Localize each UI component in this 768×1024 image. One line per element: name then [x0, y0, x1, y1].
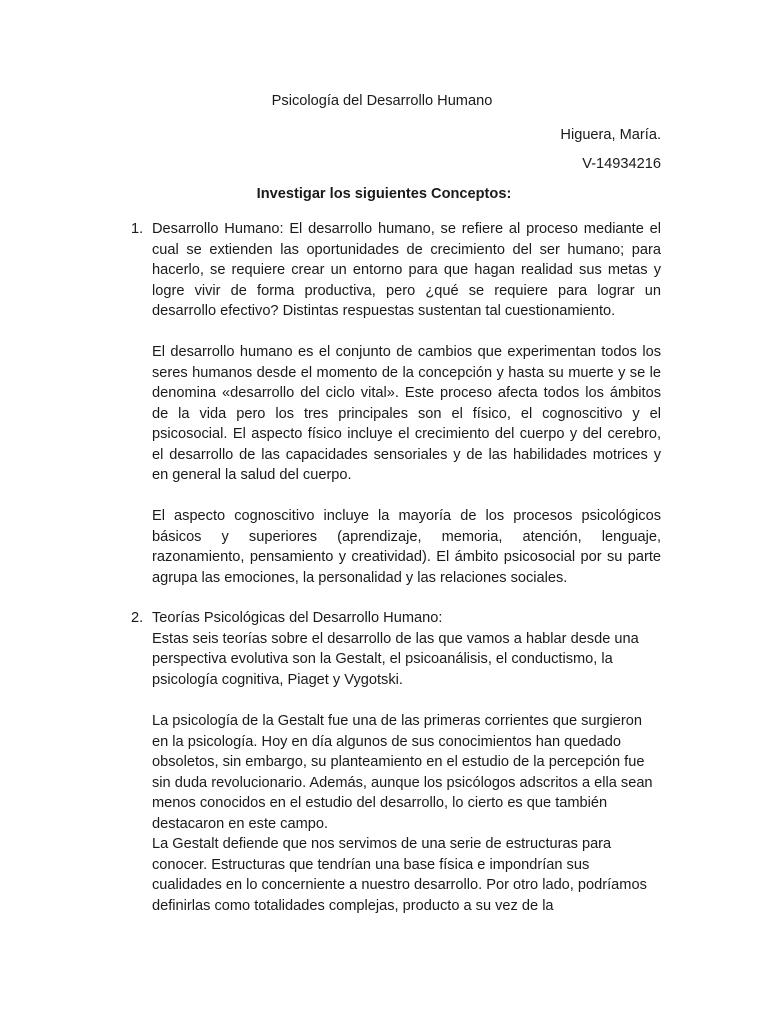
paragraph: La Gestalt defiende que nos servimos de una serie de estructuras para conocer. Estructuras que tendrían una base física e impondrían sus cualidades en lo concerniente a nuestro desarrollo. Por otro lado, podríamos definirlas como totalidades complejas, producto a su vez de la [152, 836, 647, 914]
paragraph: El desarrollo humano es el conjunto de cambios que experimentan todos los seres humanos desde el momento de la concepción y hasta su muerte y se le denomina «desarrollo del ciclo vital». Este proceso afecta todos los ámbitos de la vida pero los tres principales son el físico, el cognoscitivo y el psicosocial. El aspecto físico incluye el crecimiento del cuerpo y del cerebro, el desarrollo de las capacidades sensoriales y de las habilidades motrices y en general la salud del cuerpo. [152, 344, 661, 483]
paragraph: El aspecto cognoscitivo incluye la mayoría de los procesos psicológicos básicos y superiores (aprendizaje, memoria, atención, lenguaje, razonamiento, pensamiento y creatividad). El ámbito psicosocial por su parte agrupa las emociones, la personalidad y las relaciones sociales. [152, 508, 661, 586]
section-1-body [152, 219, 661, 322]
list-number: 2. [131, 610, 144, 626]
id-number: V-14934216 [582, 156, 661, 172]
document-subtitle: Investigar los siguientes Conceptos: [256, 186, 512, 202]
list-number: 1. [131, 221, 144, 237]
section-2-body [152, 608, 661, 690]
paragraph: La psicología de la Gestalt fue una de las primeras corrientes que surgieron en la psicología. Hoy en día algunos de sus conocimientos han quedado obsoletos, sin embargo, su planteamiento en el estudio de la percepción fue sin duda revolucionario. Además, aunque los psicólogos adscritos a ella sean menos conocidos en el estudio del desarrollo, lo cierto es que también destacaron en este campo. [152, 713, 653, 832]
document-title: Psicología del Desarrollo Humano [271, 93, 493, 109]
paragraph: Estas seis teorías sobre el desarrollo de las que vamos a hablar desde una perspectiva evolutiva son la Gestalt, el psicoanálisis, el conductismo, la psicología cognitiva, Piaget y Vygotski. [152, 630, 639, 688]
section-heading: Teorías Psicológicas del Desarrollo Humano: [152, 610, 443, 626]
author-name: Higuera, María. [560, 127, 661, 143]
paragraph: Desarrollo Humano: El desarrollo humano, se refiere al proceso mediante el cual se extienden las oportunidades de crecimiento del ser humano; para hacerlo, se requiere crear un entorno para que hagan realidad sus metas y logre vivir de forma productiva, pero ¿qué se requiere para lograr un desarrollo efectivo? Distintas respuestas sustentan tal cuestionamiento. [152, 221, 661, 319]
